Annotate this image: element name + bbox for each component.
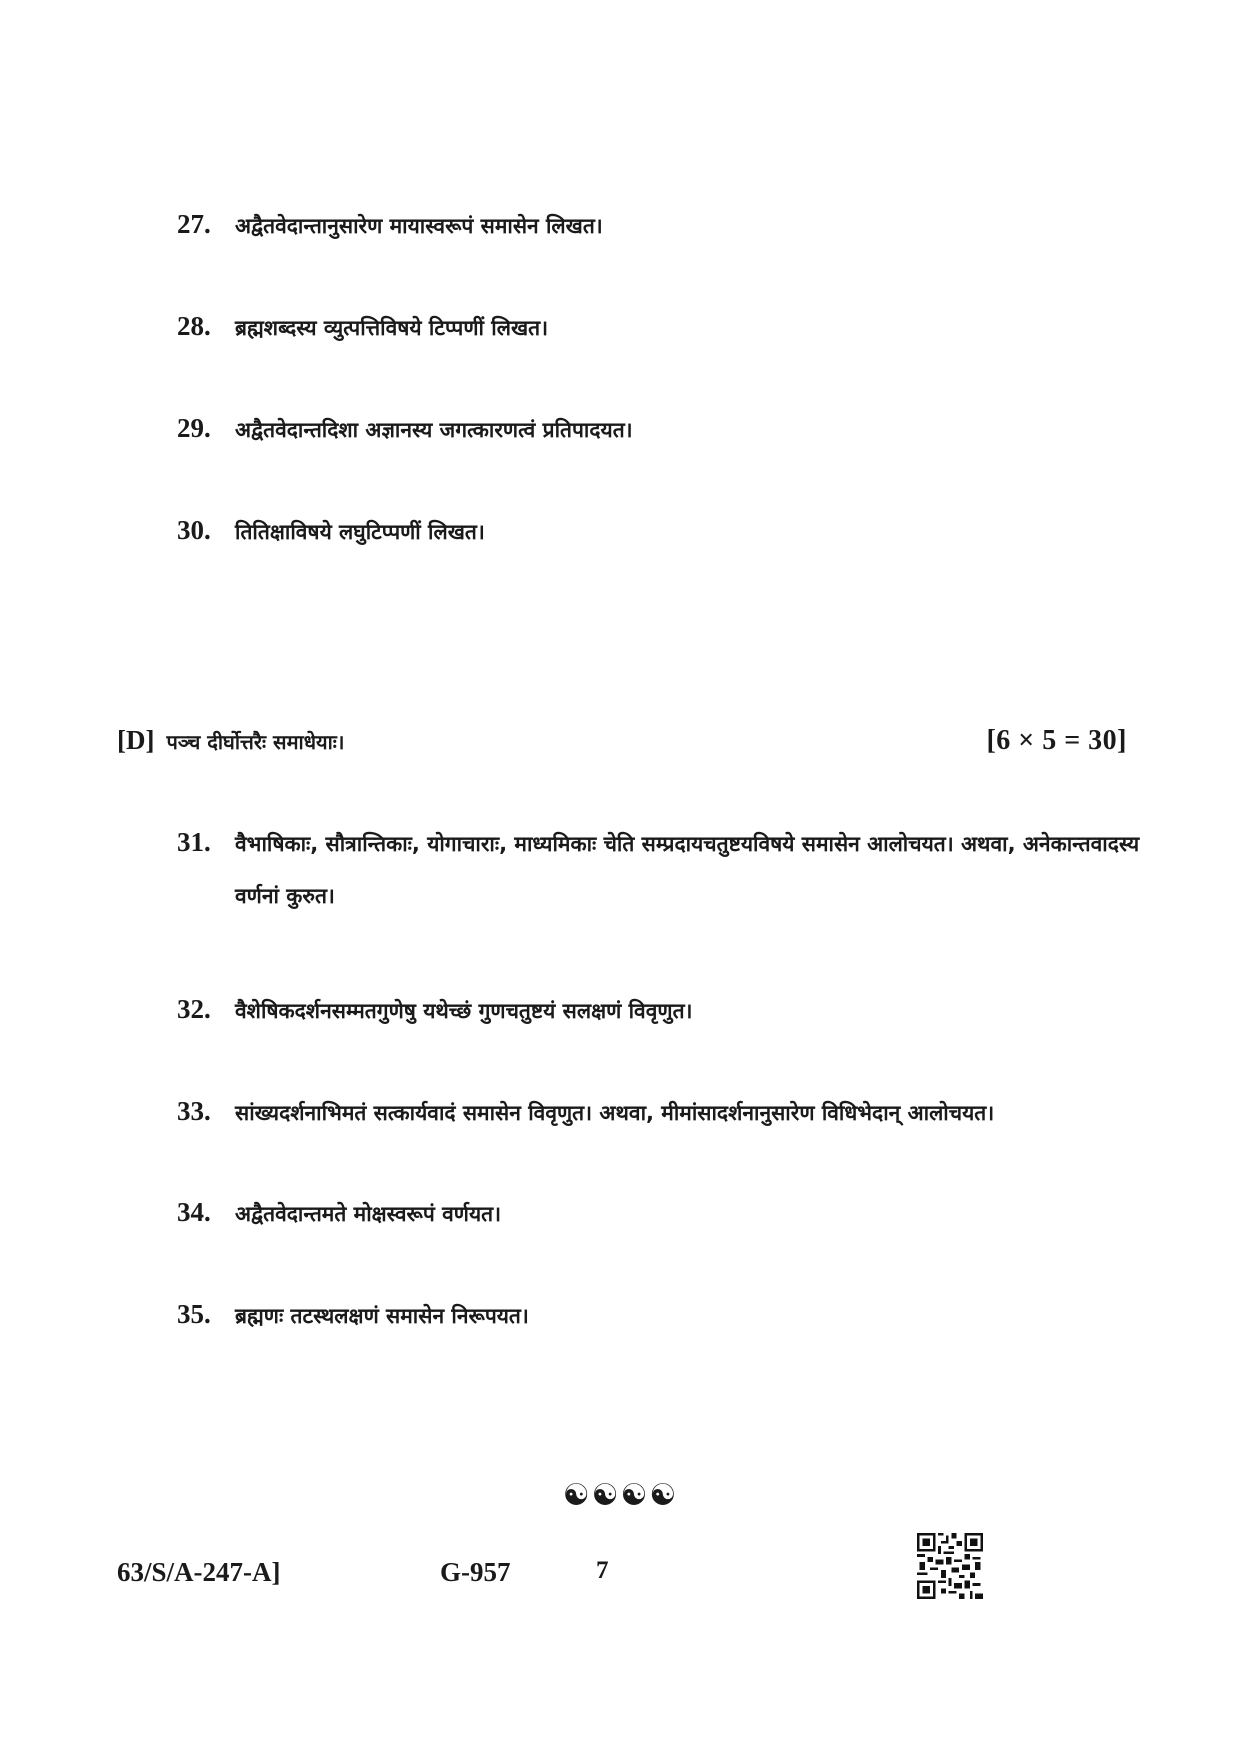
- question-33: [177, 1087, 994, 1139]
- question-number: 29.: [177, 413, 211, 443]
- question-text: अद्वैतवेदान्तदिशा अज्ञानस्य जगत्कारणत्वं प्रतिपादयत।: [235, 418, 633, 442]
- question-27: [177, 200, 603, 252]
- question-number: 28.: [177, 311, 211, 341]
- question-30: [177, 506, 485, 558]
- question-text: सांख्यदर्शनाभिमतं सत्कार्यवादं समासेन विवृणुत। अथवा, मीमांसादर्शनानुसारेण विधिभेदान् आलोचयत।: [235, 1101, 995, 1125]
- section-label: [D]: [117, 725, 155, 755]
- footer-code: 63/S/A-247-A]: [117, 1557, 281, 1587]
- question-number: 35.: [177, 1299, 211, 1329]
- question-text: तितिक्षाविषये लघुटिप्पणीं लिखत।: [235, 520, 485, 544]
- question-text: ब्रह्मणः तटस्थलक्षणं समासेन निरूपयत।: [235, 1304, 529, 1328]
- question-text: वैशेषिकदर्शनसम्मतगुणेषु यथेच्छं गुणचतुष्टयं सलक्षणं विवृणुत।: [235, 999, 693, 1023]
- question-number: 33.: [177, 1096, 211, 1126]
- question-text: वैभाषिकाः, सौत्रान्तिकाः, योगाचाराः, माध्यमिकाः चेति सम्प्रदायचतुष्टयविषये समासेन आलोचयत। अथवा, अनेकान्तवादस्य वर्णनां कुरुत।: [235, 832, 1140, 908]
- question-number: 34.: [177, 1197, 211, 1227]
- question-28: [177, 302, 548, 354]
- end-ornament: ☯☯☯☯: [562, 1478, 679, 1513]
- question-32: [177, 985, 693, 1037]
- footer-page-number: 7: [596, 1557, 609, 1584]
- question-text: अद्वैतवेदान्तानुसारेण मायास्वरूपं समासेन लिखत।: [235, 214, 603, 238]
- question-29: [177, 404, 633, 456]
- question-number: 32.: [177, 994, 211, 1024]
- question-number: 27.: [177, 209, 211, 239]
- question-35: [177, 1290, 529, 1342]
- question-text: अद्वैतवेदान्तमते मोक्षस्वरूपं वर्णयत।: [235, 1202, 502, 1226]
- question-34: [177, 1188, 501, 1240]
- question-number: 31.: [177, 827, 211, 857]
- question-number: 30.: [177, 515, 211, 545]
- section-instruction: पञ्च दीर्घोत्तरैः समाधेयाः।: [166, 730, 345, 754]
- section-d-header: [117, 725, 1127, 757]
- question-text: ब्रह्मशब्दस्य व्युत्पत्तिविषये टिप्पणीं लिखत।: [235, 316, 549, 340]
- section-marks: [6 × 5 = 30]: [986, 725, 1127, 756]
- question-31: [177, 818, 1155, 922]
- footer-series: G-957: [440, 1557, 511, 1587]
- qr-code-icon: [917, 1533, 983, 1599]
